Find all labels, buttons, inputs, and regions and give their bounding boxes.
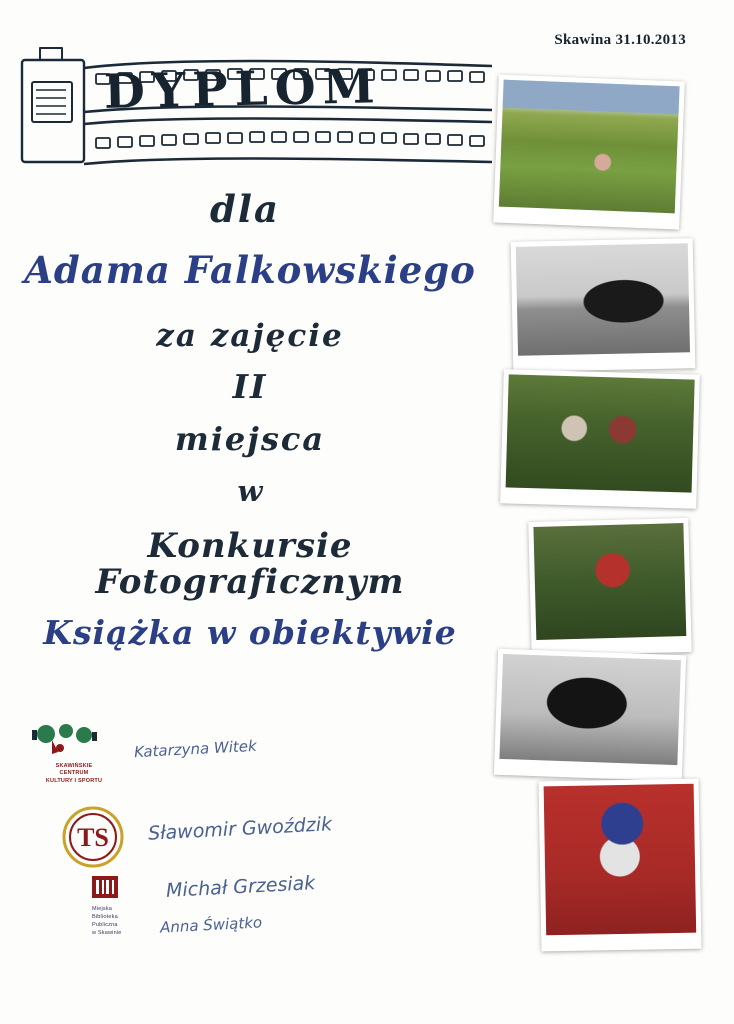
date-line: Skawina 31.10.2013	[554, 32, 686, 48]
for-label: dla	[210, 187, 280, 231]
photo-thumbnail	[494, 649, 686, 781]
photo-thumbnail	[539, 779, 702, 952]
photo-thumbnail	[493, 74, 685, 229]
photo-thumbnail	[511, 238, 696, 372]
logo-scks-text: SKAWIŃSKIE CENTRUM KULTURY I SPORTU	[45, 763, 103, 784]
signature-1: Katarzyna Witek	[133, 736, 258, 762]
logo-mbp-text: Miejska Biblioteka Publiczna w Skawinie	[92, 906, 122, 936]
certificate-body	[0, 187, 500, 653]
signature-3: Michał Grzesiak	[165, 872, 316, 902]
logo-miejska-biblioteka-publiczna	[92, 876, 152, 936]
place-word: miejsca	[174, 419, 326, 458]
signature-2: Sławomir Gwoździk	[147, 813, 333, 845]
svg-text:TS: TS	[77, 823, 109, 852]
achievement-label: za zajęcie	[156, 317, 344, 354]
page-title: DYPLOM	[103, 59, 383, 120]
photo-thumbnail	[528, 518, 691, 656]
place-number: II	[232, 367, 268, 407]
contest-name: Konkursie Fotograficznym	[95, 525, 405, 602]
recipient-name: Adama Falkowskiego	[24, 247, 476, 292]
logo-towarzystwo-przyjaciol-skawiny	[62, 806, 124, 868]
photo-thumbnail	[500, 369, 700, 508]
contest-title: Książka w obiektywie	[43, 613, 457, 653]
signature-4: Anna Świątko	[159, 913, 263, 937]
in-word: w	[237, 474, 263, 509]
logo-skawinskie-centrum-kultury	[22, 722, 126, 788]
